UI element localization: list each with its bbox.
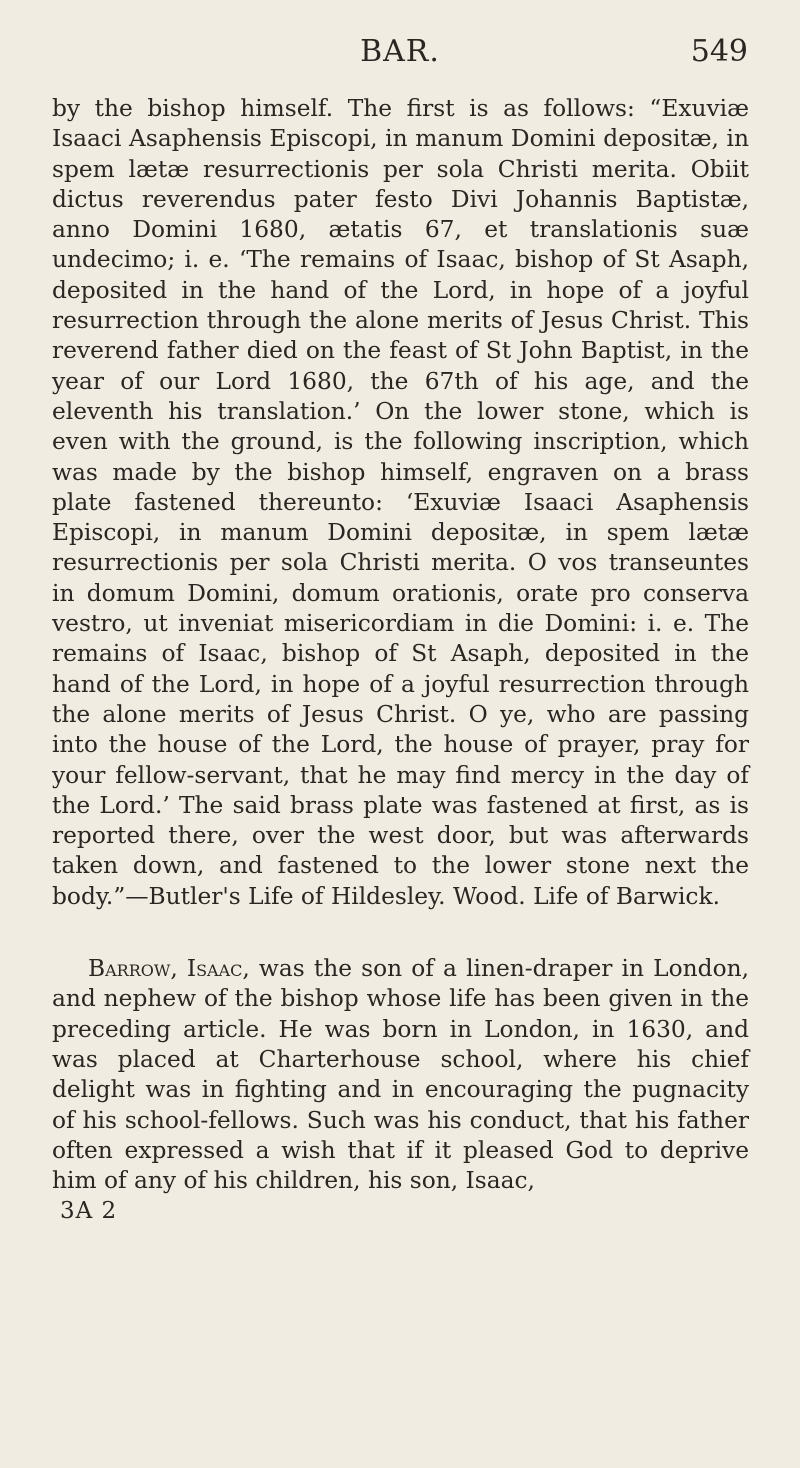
page-header bbox=[52, 34, 748, 78]
running-head: BAR. bbox=[360, 34, 440, 69]
paragraph-2-text: was the son of a linen-draper in London, and nephew of the bishop whose life has been given in the preceding article. He was born in London, in 1630, and was placed at Charterhouse school, where his chief delight was in fighting and in encouraging the pugnacity of his school-fellows. Such was his conduct, that his father often expressed a wish that if it pleased God to deprive him of any of his children, his son, Isaac, bbox=[52, 955, 749, 1195]
body-text bbox=[52, 94, 749, 1227]
signature-mark: 3A 2 bbox=[60, 1198, 118, 1225]
page-number: 549 bbox=[690, 34, 748, 69]
entry-name: Barrow, Isaac, bbox=[88, 955, 250, 983]
paragraph-1: by the bishop himself. The first is as follows: “Exuviæ Isaaci Asaphensis Episcopi, in manum Domini depositæ, in spem lætæ resurrectionis per sola Christi merita. Obiit dictus reverendus pater festo Divi Johannis Baptistæ, anno Domini 1680, ætatis 67, et translationis suæ undecimo; i. e. ‘The remains of Isaac, bishop of St Asaph, deposited in the hand of the Lord, in hope of a joyful resurrection through the alone merits of Jesus Christ. This reverend father died on the feast of St John Baptist, in the year of our Lord 1680, the 67th of his age, and the eleventh his translation.’ On the lower stone, which is even with the ground, is the following inscription, which was made by the bishop himself, engraven on a brass plate fastened thereunto: ‘Exuviæ Isaaci Asaphensis Episcopi, in manum Domini depositæ, in spem lætæ resurrectionis per sola Christi merita. O vos transeuntes in domum Domini, domum orationis, orate pro conserva vestro, ut inveniat misericordiam in die Domini: i. e. The remains of Isaac, bishop of St Asaph, deposited in the hand of the Lord, in hope of a joyful resurrection through the alone merits of Jesus Christ. O ye, who are passing into the house of the Lord, the house of prayer, pray for your fellow-servant, that he may find mercy in the day of the Lord.’ The said brass plate was fastened at first, as is reported there, over the west door, but was afterwards taken down, and fastened to the lower stone next the body.”—Butler's Life of Hildesley. Wood. Life of Barwick. bbox=[52, 95, 749, 910]
paragraph-2 bbox=[52, 954, 749, 1196]
